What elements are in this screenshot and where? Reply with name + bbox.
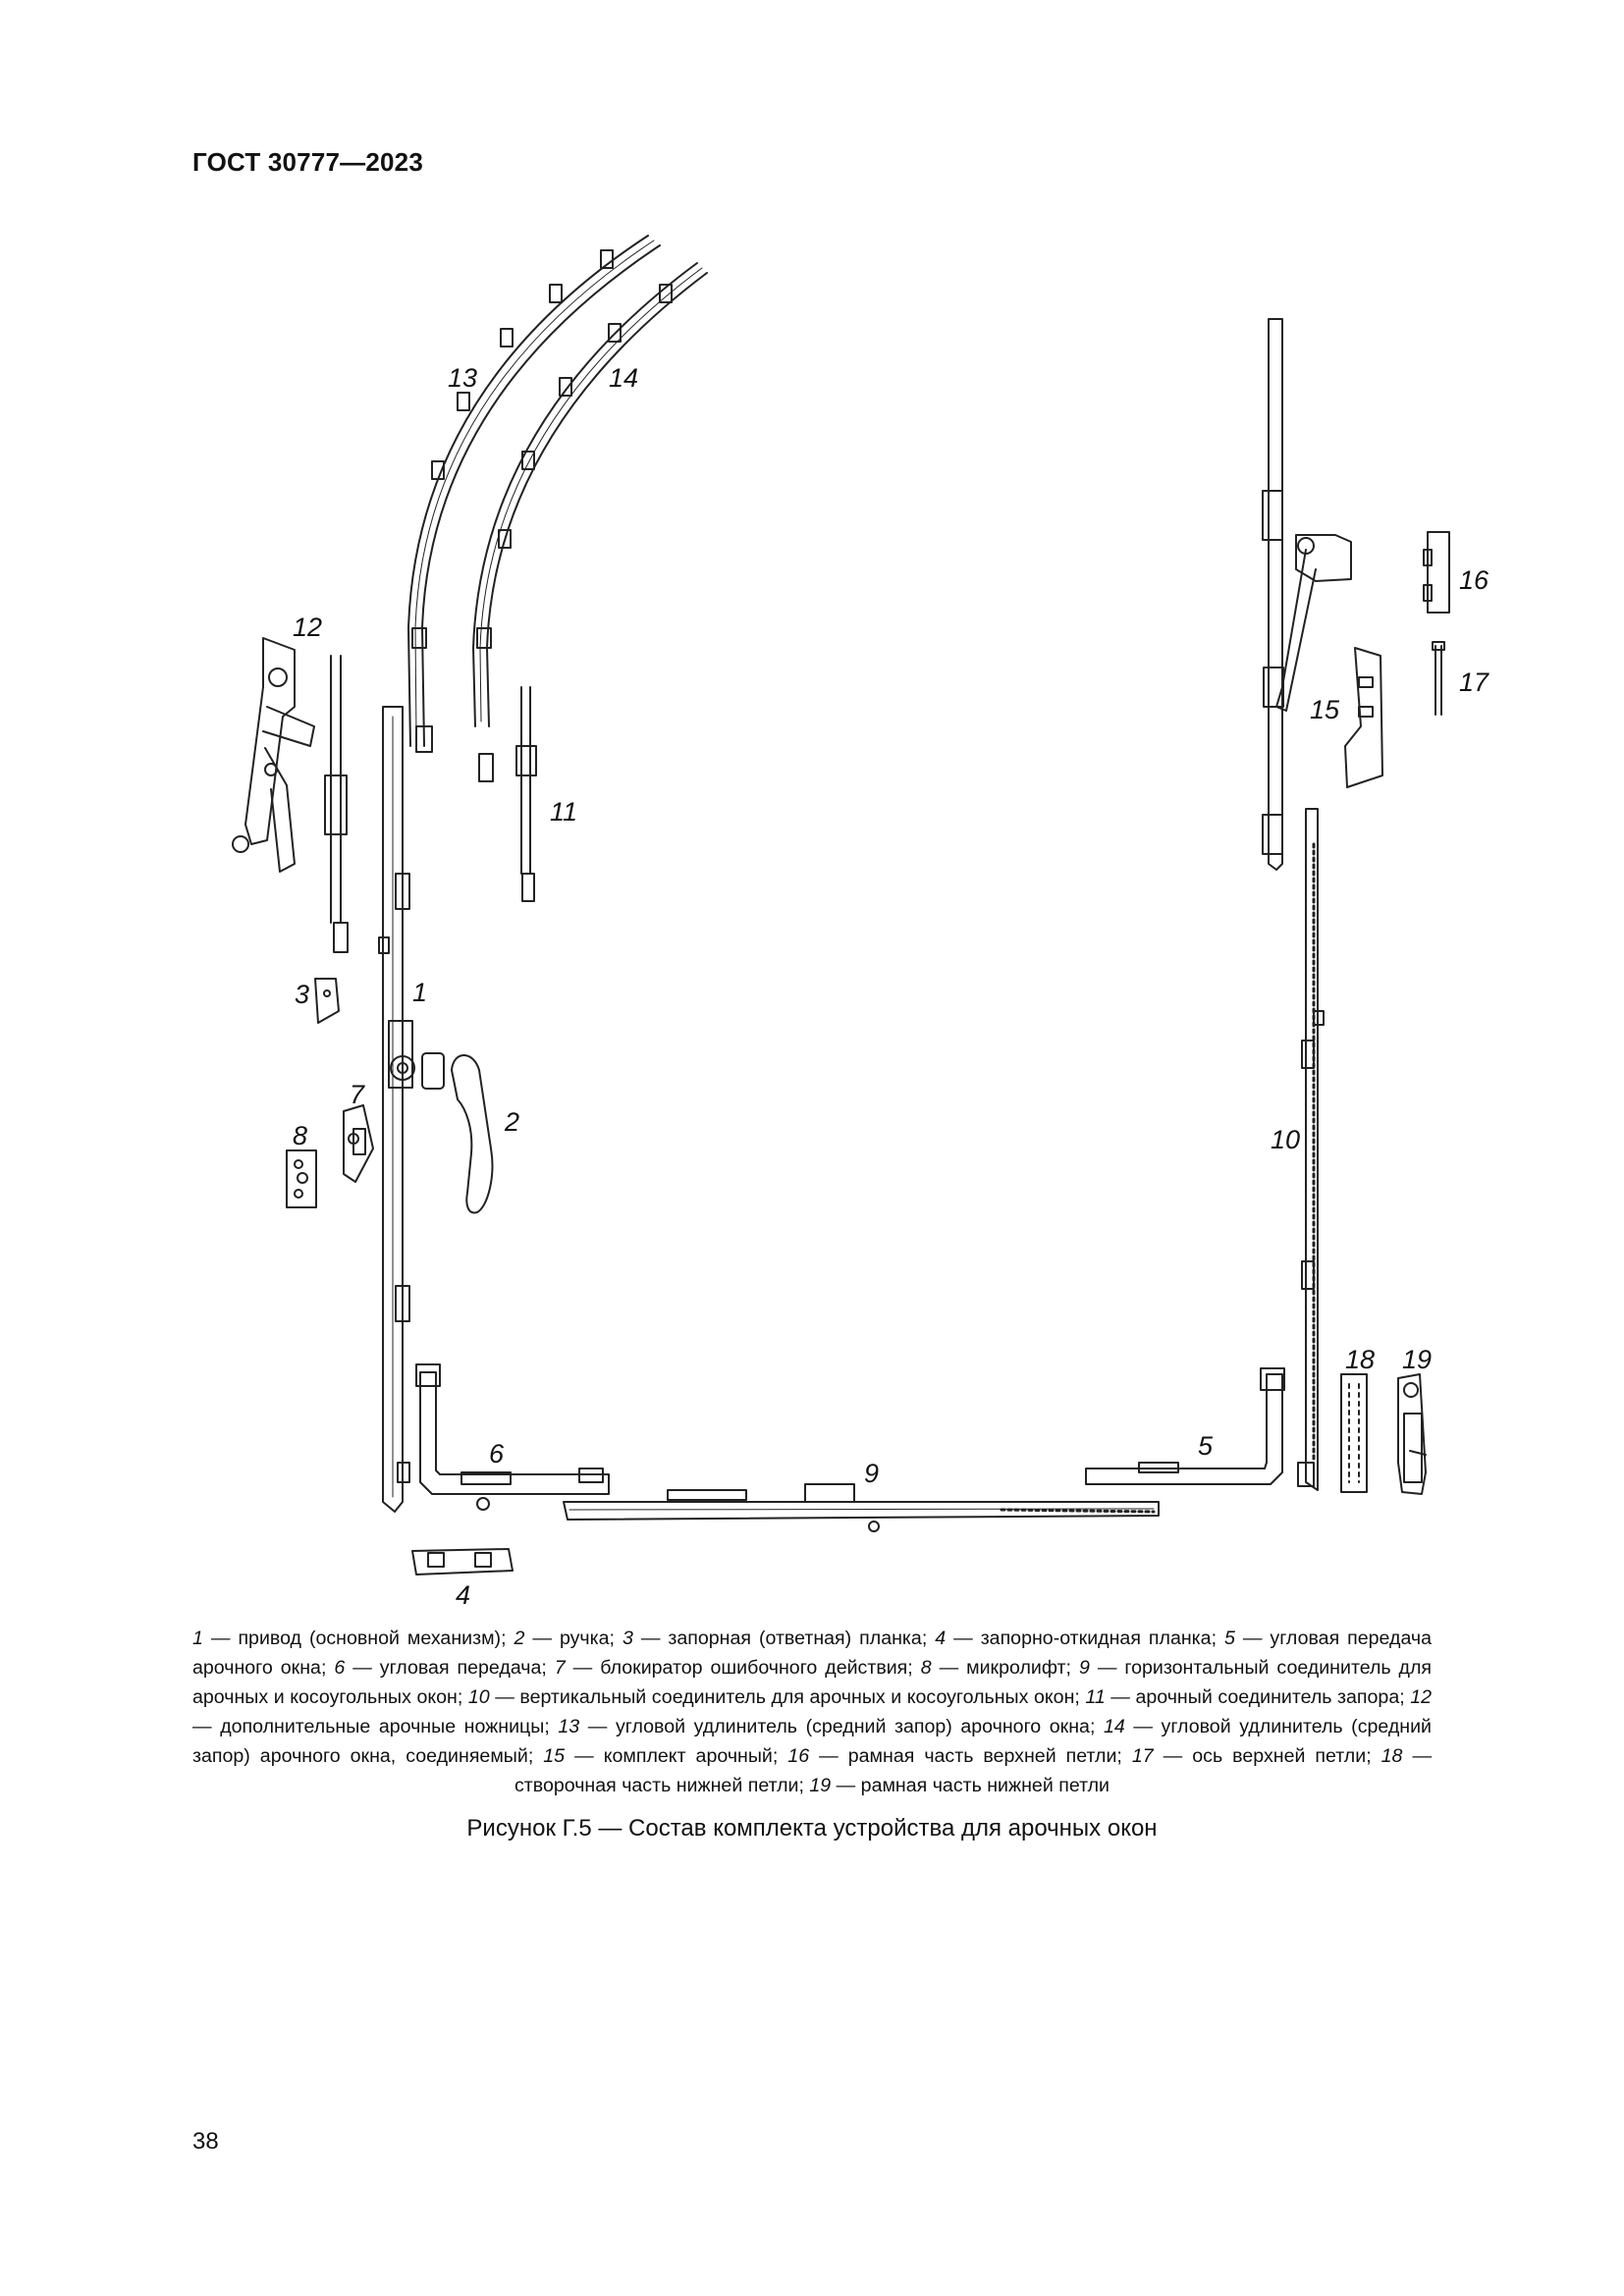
part-label: 12 bbox=[293, 613, 323, 642]
part-label: 1 bbox=[412, 978, 428, 1007]
part-15-arched-set bbox=[1345, 648, 1382, 787]
part-9-horizontal-connector bbox=[564, 1484, 1159, 1531]
part-label: 8 bbox=[293, 1121, 308, 1150]
part-2-handle bbox=[422, 1053, 492, 1212]
legend-item: 18 — створочная часть нижней петли; bbox=[514, 1745, 1433, 1796]
part-label: 15 bbox=[1310, 695, 1340, 724]
part-17-upper-hinge-axis bbox=[1433, 642, 1444, 715]
part-label: 10 bbox=[1271, 1125, 1301, 1154]
part-label: 17 bbox=[1459, 667, 1489, 697]
part-16-upper-hinge-frame bbox=[1424, 532, 1449, 613]
part-7-blocker bbox=[344, 1105, 373, 1182]
legend-item: 2 — ручка; bbox=[514, 1628, 623, 1649]
part-label: 4 bbox=[456, 1580, 471, 1610]
legend-item: 6 — угловая передача; bbox=[334, 1657, 555, 1679]
legend-item: 8 — микролифт; bbox=[920, 1657, 1079, 1679]
part-11-arched-lock-connector bbox=[516, 687, 536, 901]
part-8-microlift bbox=[287, 1150, 316, 1207]
part-label: 11 bbox=[550, 797, 578, 827]
legend-item: 16 — рамная часть верхней петли; bbox=[787, 1745, 1132, 1767]
legend-item: 15 — комплект арочный; bbox=[543, 1745, 788, 1767]
legend-item: 1 — привод (основной механизм); bbox=[192, 1628, 514, 1649]
page-number: 38 bbox=[192, 2128, 219, 2155]
legend-item: 7 — блокиратор ошибочного действия; bbox=[554, 1657, 921, 1679]
legend-item: 14 — угловой удлинитель (средний запор) арочного окна, соединяемый; bbox=[192, 1716, 1432, 1767]
part-label: 3 bbox=[295, 980, 310, 1009]
part-12-arched-scissors bbox=[233, 638, 348, 952]
figure-legend bbox=[192, 1624, 1432, 1800]
legend-item: 12 — дополнительные арочные ножницы; bbox=[192, 1686, 1433, 1737]
part-10-vertical-connector bbox=[1298, 809, 1324, 1490]
part-label: 2 bbox=[505, 1107, 520, 1137]
part-4-locking-tilting-plate bbox=[412, 1549, 513, 1575]
part-13-arched-extension bbox=[408, 236, 660, 752]
figure-title: Рисунок Г.5 — Состав комплекта устройства для арочных окон bbox=[466, 1815, 1158, 1842]
document-header: ГОСТ 30777—2023 bbox=[192, 147, 423, 177]
part-label: 9 bbox=[864, 1459, 880, 1488]
part-15-upper-assembly bbox=[1263, 319, 1351, 870]
part-6-corner-drive bbox=[416, 1364, 609, 1510]
legend-item: 13 — угловой удлинитель (средний запор) арочного окна; bbox=[558, 1716, 1104, 1737]
part-5-arched-corner-drive bbox=[1086, 1368, 1284, 1484]
legend-item: 3 — запорная (ответная) планка; bbox=[622, 1628, 936, 1649]
part-label: 13 bbox=[448, 363, 478, 393]
legend-item: 4 — запорно-откидная планка; bbox=[935, 1628, 1224, 1649]
part-label: 18 bbox=[1345, 1345, 1376, 1374]
legend-item: 9 — горизонтальный соединитель для арочных и косоугольных окон; bbox=[192, 1657, 1433, 1708]
part-label: 6 bbox=[489, 1439, 505, 1468]
legend-item: 19 — рамная часть нижней петли bbox=[809, 1775, 1110, 1796]
part-label: 19 bbox=[1402, 1345, 1433, 1374]
legend-item: 10 — вертикальный соединитель для арочных и косоугольных окон; bbox=[467, 1686, 1086, 1708]
part-label: 16 bbox=[1459, 565, 1489, 595]
legend-item: 5 — угловая передача арочного окна; bbox=[192, 1628, 1433, 1679]
part-label: 14 bbox=[609, 363, 639, 393]
part-label: 5 bbox=[1198, 1431, 1214, 1461]
part-18-lower-hinge-sash bbox=[1341, 1374, 1367, 1492]
part-3-striker-plate bbox=[315, 979, 339, 1023]
part-label: 7 bbox=[350, 1080, 365, 1109]
legend-item: 11 — арочный соединитель запора; bbox=[1085, 1686, 1411, 1708]
part-19-lower-hinge-frame bbox=[1398, 1374, 1426, 1494]
part-labels bbox=[293, 363, 1489, 1610]
part-14-arched-extension-joinable bbox=[473, 263, 707, 781]
part-1-drive bbox=[379, 707, 414, 1512]
legend-item: 17 — ось верхней петли; bbox=[1131, 1745, 1381, 1767]
